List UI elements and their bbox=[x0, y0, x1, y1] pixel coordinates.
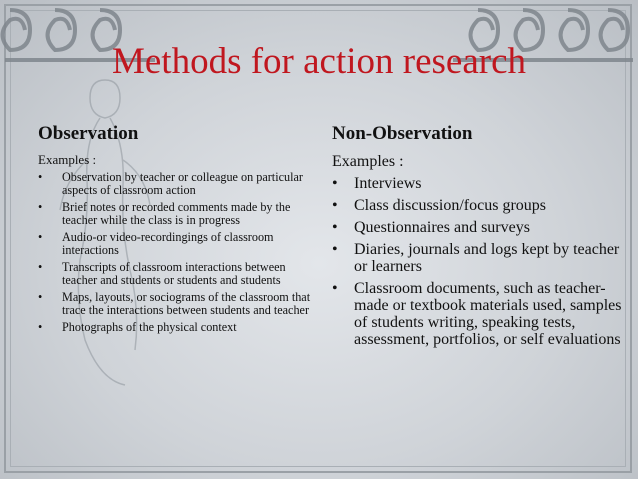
observation-column bbox=[38, 122, 314, 339]
list-item: • Photographs of the physical context bbox=[38, 320, 237, 334]
bullet: • bbox=[38, 230, 43, 244]
bullet: • bbox=[332, 175, 338, 192]
list-item: • Transcripts of classroom interactions between teacher and students or students and students bbox=[38, 260, 286, 287]
observation-heading: Observation bbox=[38, 123, 139, 144]
bullet: • bbox=[332, 241, 338, 258]
bullet: • bbox=[38, 290, 43, 304]
bullet: • bbox=[38, 200, 43, 214]
non-observation-examples-label: Examples : bbox=[332, 153, 404, 170]
bullet: • bbox=[332, 219, 338, 236]
list-item: • Observation by teacher or colleague on particular aspects of classroom action bbox=[38, 170, 303, 197]
list-item: • Audio-or video-recordingings of classroom interactions bbox=[38, 230, 274, 257]
non-observation-column bbox=[332, 122, 622, 353]
list-item: • Classroom documents, such as teacher-made or textbook materials used, samples of students writing, speaking tests, assessment, portfolios, or self evaluations bbox=[332, 280, 622, 348]
bullet: • bbox=[38, 320, 43, 334]
bullet: • bbox=[38, 260, 43, 274]
observation-examples-label: Examples : bbox=[38, 152, 97, 167]
bullet: • bbox=[332, 280, 338, 297]
observation-list bbox=[38, 171, 314, 334]
list-item: • Diaries, journals and logs kept by teacher or learners bbox=[332, 241, 620, 275]
bullet: • bbox=[332, 197, 338, 214]
non-observation-heading: Non-Observation bbox=[332, 123, 473, 144]
list-item: • Questionnaires and surveys bbox=[332, 219, 530, 236]
bullet: • bbox=[38, 170, 43, 184]
list-item: • Maps, layouts, or sociograms of the classroom that trace the interactions between students and teacher bbox=[38, 290, 311, 317]
non-observation-list bbox=[332, 175, 622, 348]
list-item: • Brief notes or recorded comments made by the teacher while the class is in progress bbox=[38, 200, 291, 227]
slide-title: Methods for action research bbox=[111, 41, 527, 82]
list-item: • Interviews bbox=[332, 175, 422, 192]
list-item: • Class discussion/focus groups bbox=[332, 197, 546, 214]
